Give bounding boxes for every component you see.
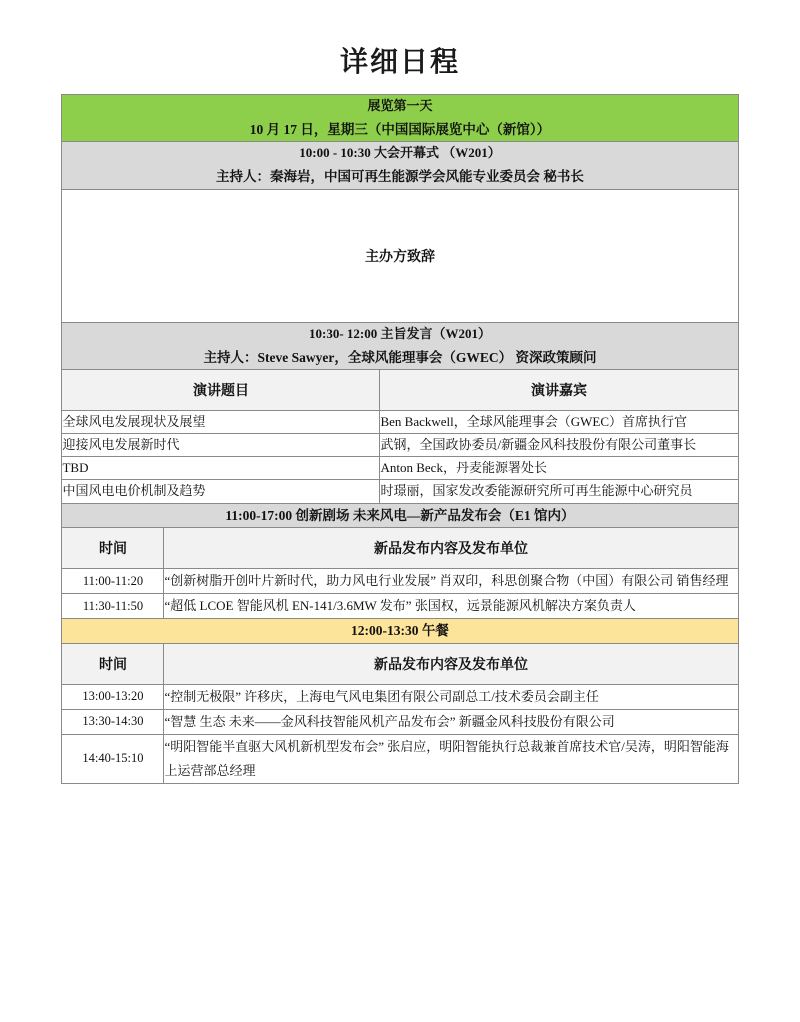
- keynote-host: 主持人：Steve Sawyer，全球风能理事会（GWEC） 资深政策顾问: [203, 349, 597, 365]
- exhibition-day-band: [62, 95, 738, 142]
- column-header-topic: 演讲题目: [62, 370, 380, 411]
- table-row: [62, 457, 738, 480]
- table-row: [62, 503, 738, 528]
- table-row: [62, 411, 738, 434]
- table-row: [62, 709, 738, 734]
- session-time: 14:40-15:10: [62, 734, 164, 783]
- session-content: “控制无极限” 许移庆，上海电气风电集团有限公司副总工/技术委员会副主任: [164, 684, 738, 709]
- session-time: 11:00-11:20: [62, 569, 164, 594]
- keynote-topic: 中国风电电价机制及趋势: [62, 480, 380, 503]
- table-row: [62, 142, 738, 189]
- keynote-session-band: [62, 322, 738, 369]
- table-row: [62, 734, 738, 783]
- column-header-speaker: 演讲嘉宾: [380, 370, 738, 411]
- keynote-speaker: 时璟丽，国家发改委能源研究所可再生能源中心研究员: [380, 480, 738, 503]
- column-header-content: 新品发布内容及发布单位: [164, 528, 738, 569]
- table-header-row: [62, 528, 738, 569]
- exhibition-day-label: 展览第一天: [367, 98, 433, 113]
- column-header-content: 新品发布内容及发布单位: [164, 643, 738, 684]
- column-header-time: 时间: [62, 528, 164, 569]
- table-row: [62, 434, 738, 457]
- table-row: [62, 684, 738, 709]
- exhibition-date-label: 10 月 17 日，星期三（中国国际展览中心（新馆））: [249, 121, 551, 137]
- opening-ceremony-time-title: 10:00 - 10:30 大会开幕式 （W201）: [299, 145, 501, 161]
- table-header-row: [62, 643, 738, 684]
- lunch-band: 12:00-13:30 午餐: [62, 619, 738, 644]
- session-time: 13:30-14:30: [62, 709, 164, 734]
- keynote-speaker: 武钢，全国政协委员/新疆金风科技股份有限公司董事长: [380, 434, 738, 457]
- opening-ceremony-body: 主办方致辞: [62, 189, 738, 322]
- table-header-row: [62, 370, 738, 411]
- session-content: “超低 LCOE 智能风机 EN-141/3.6MW 发布” 张国权，远景能源风机解决方案负责人: [164, 594, 738, 619]
- keynote-topic: 迎接风电发展新时代: [62, 434, 380, 457]
- table-row: [62, 95, 738, 142]
- session-content: “明阳智能半直驱大风机新机型发布会” 张启应，明阳智能执行总裁兼首席技术官/吴涛，明阳智能海上运营部总经理: [164, 734, 738, 783]
- session-time: 13:00-13:20: [62, 684, 164, 709]
- table-row: [62, 189, 738, 322]
- innovation-theater-band: 11:00-17:00 创新剧场 未来风电—新产品发布会（E1 馆内）: [62, 503, 738, 528]
- table-row: [62, 619, 738, 644]
- keynote-topic: TBD: [62, 457, 380, 480]
- keynote-speaker: Ben Backwell，全球风能理事会（GWEC）首席执行官: [380, 411, 738, 434]
- page-title: 详细日程: [339, 46, 460, 77]
- opening-ceremony-band: [62, 142, 738, 189]
- keynote-time-title: 10:30- 12:00 主旨发言（W201）: [308, 325, 491, 341]
- opening-ceremony-host: 主持人：秦海岩，中国可再生能源学会风能专业委员会 秘书长: [216, 169, 584, 185]
- session-content: “创新树脂开创叶片新时代，助力风电行业发展” 肖双印，科思创聚合物（中国）有限公司 销售经理: [164, 569, 738, 594]
- table-row: [62, 594, 738, 619]
- table-row: [62, 322, 738, 369]
- table-row: [62, 569, 738, 594]
- table-row: [62, 480, 738, 503]
- session-content: “智慧 生态 未来——金风科技智能风机产品发布会” 新疆金风科技股份有限公司: [164, 709, 738, 734]
- session-time: 11:30-11:50: [62, 594, 164, 619]
- keynote-topic: 全球风电发展现状及展望: [62, 411, 380, 434]
- detailed-schedule-table: [61, 94, 738, 784]
- keynote-speaker: Anton Beck，丹麦能源署处长: [380, 457, 738, 480]
- column-header-time: 时间: [62, 643, 164, 684]
